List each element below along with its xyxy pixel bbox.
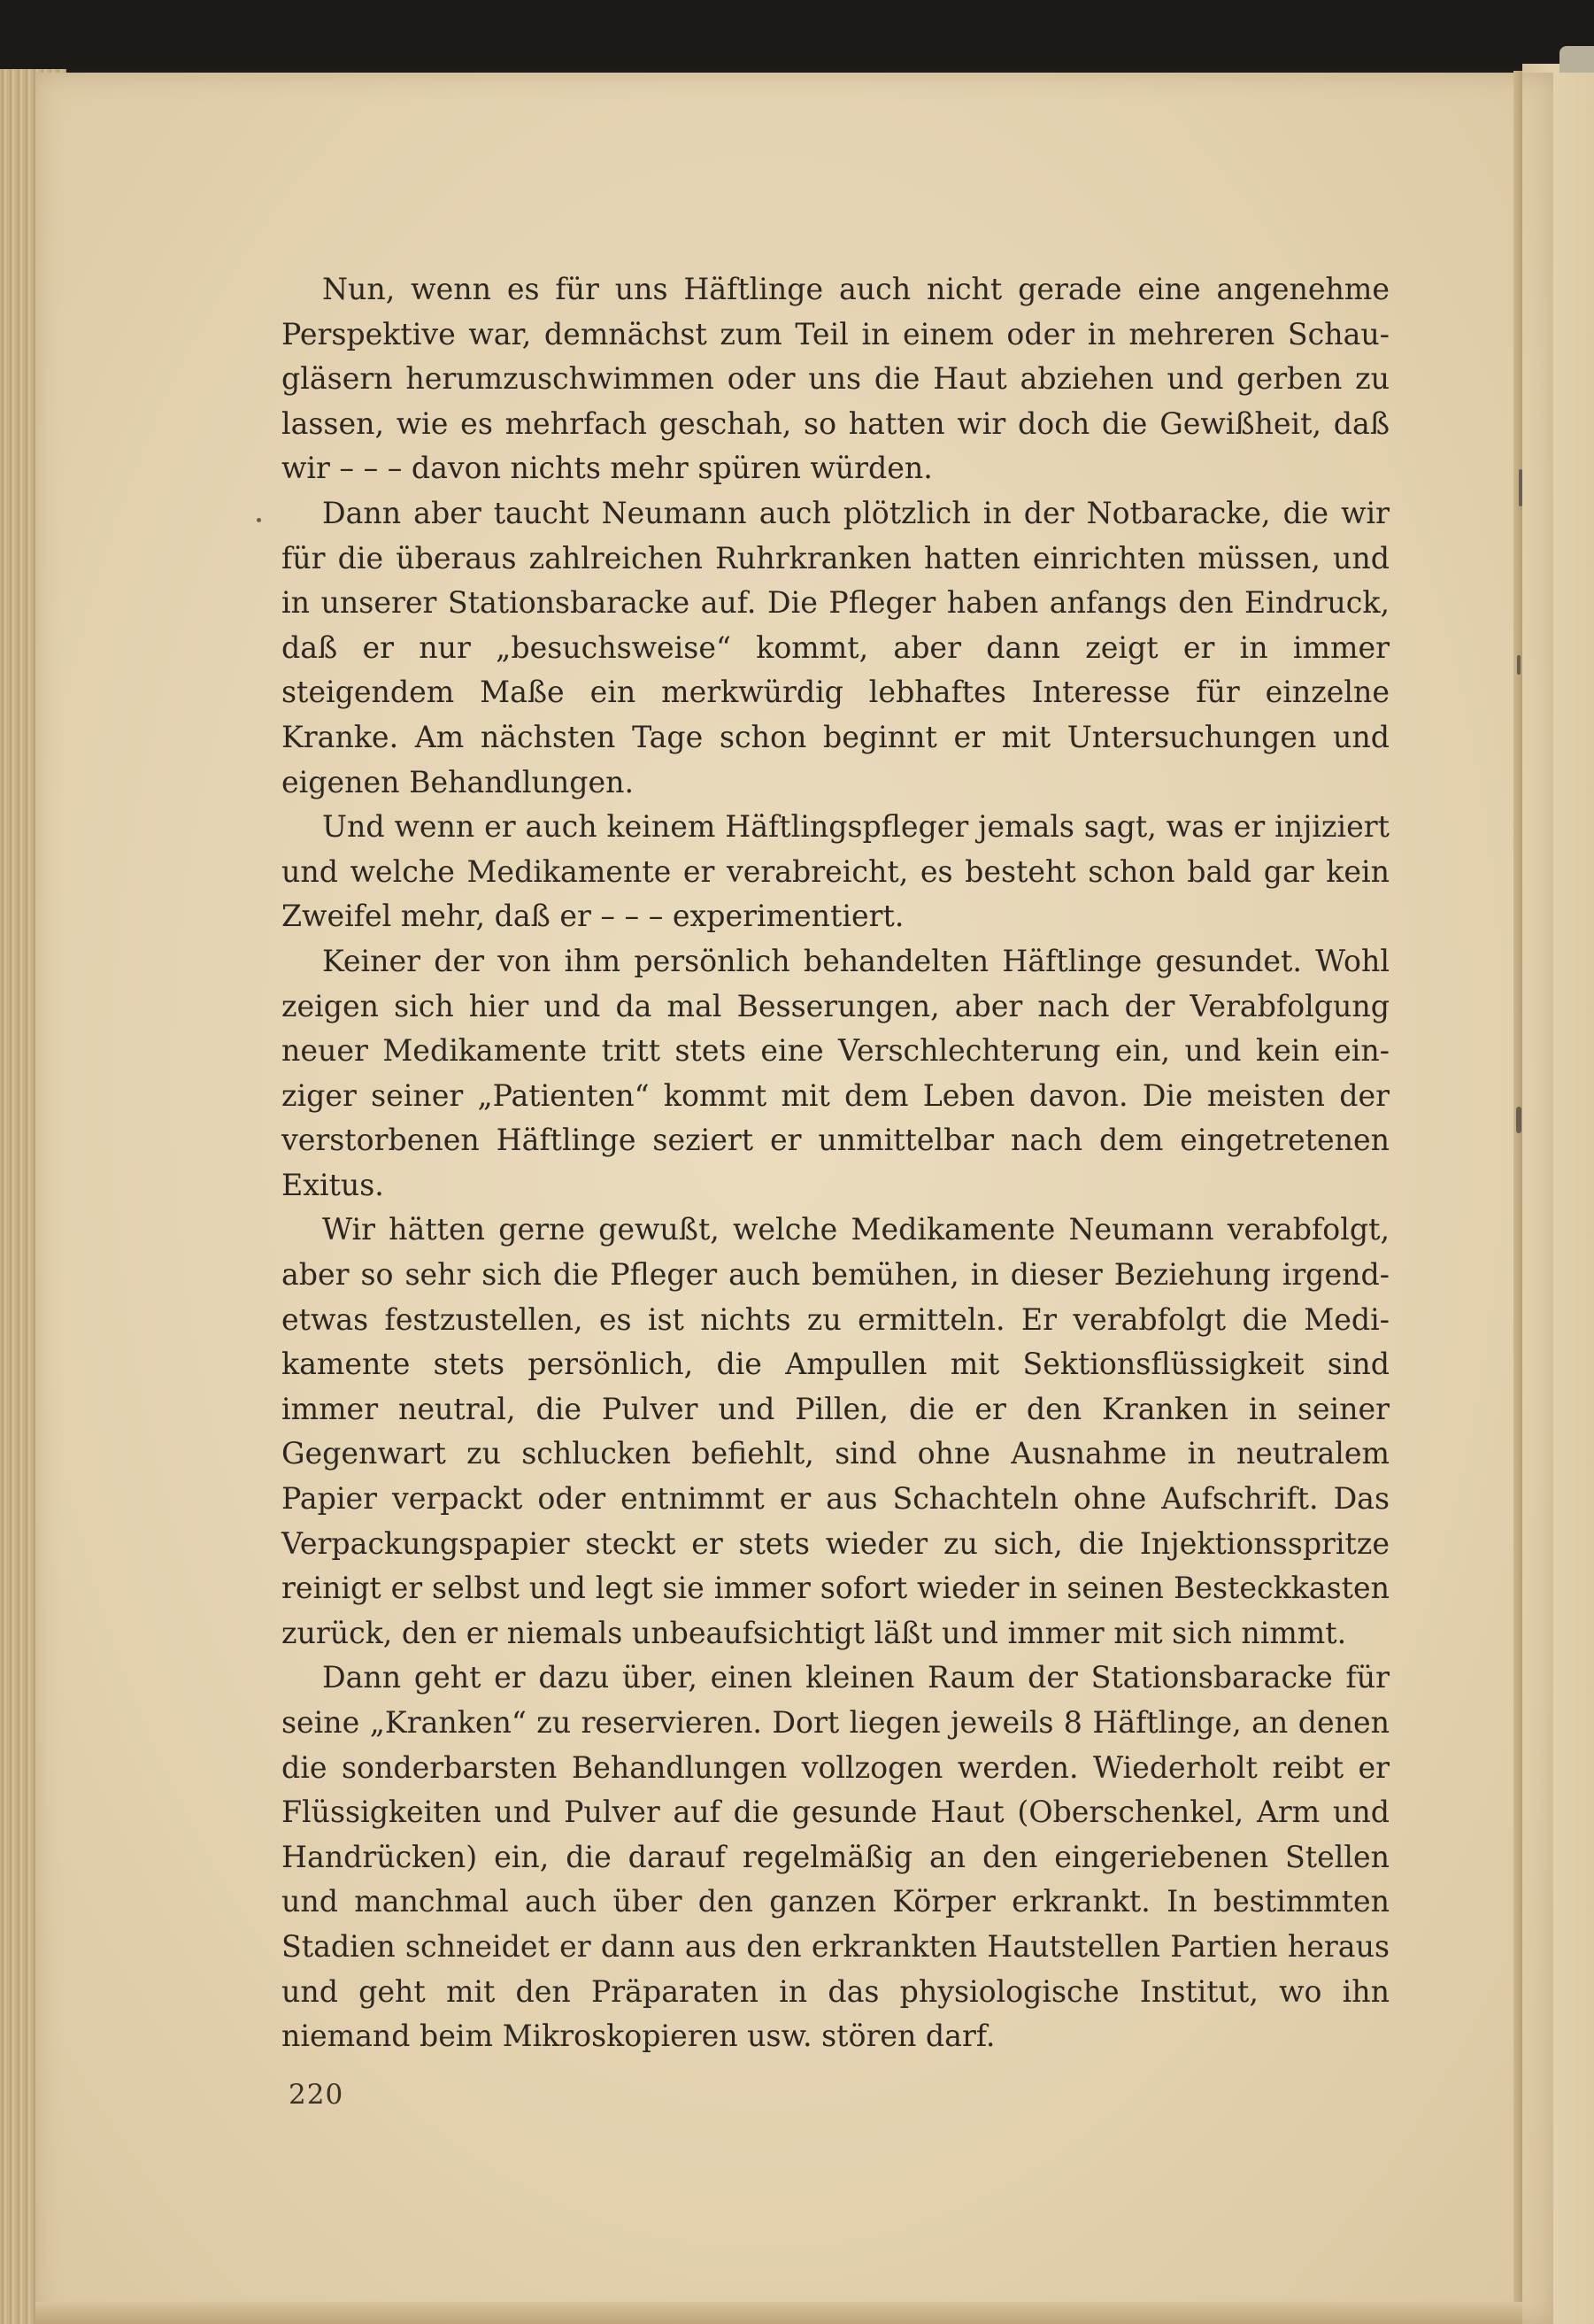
margin-mark	[1517, 655, 1521, 675]
body-text	[281, 267, 1390, 2059]
margin-mark	[1519, 469, 1522, 506]
book-clip	[1559, 46, 1594, 73]
paragraph: Nun, wenn es für uns Häftlinge auch nicht gerade eine angenehme Perspektive war, demnächst zum Teil in einem oder in mehreren Schaugläsern herumzuschwimmen oder uns die Haut abziehen und gerben zu lassen, wie es mehrfach geschah, so hatten wir doch die Gewißheit, daß wir – – – davon nichts mehr spüren würden.	[281, 272, 1390, 486]
bottom-page-edge	[35, 2302, 1522, 2324]
scanner-background	[0, 0, 1594, 69]
paragraph: Keiner der von ihm persönlich behandelten Häftlinge gesundet. Wohl zeigen sich hier und da mal Besserungen, aber nach der Verabfolgung neuer Medikamente tritt stets eine Verschlechterung ein, und kein einziger seiner „Patienten“ kommt mit dem Leben davon. Die meisten der verstorbenen Häftlinge seziert er unmittelbar nach dem eingetretenen Exitus.	[281, 943, 1390, 1202]
paragraph: Und wenn er auch keinem Häftlingspfleger jemals sagt, was er injiziert und welche Medikamente er verabreicht, es besteht schon bald gar kein Zweifel mehr, daß er – – – experimentiert.	[281, 809, 1390, 934]
page-number: 220	[289, 2079, 344, 2111]
paragraph: Dann geht er dazu über, einen kleinen Raum der Stationsbaracke für seine „Kranken“ zu reservieren. Dort liegen jeweils 8 Häftlinge, an denen die sonderbarsten Behandlungen vollzogen werden. Wiederholt reibt er Flüssigkeiten und Pulver auf die gesunde Haut (Oberschenkel, Arm und Handrücken) ein, die darauf regelmäßig an den eingeriebenen Stellen und manchmal auch über den ganzen Körper erkrankt. In bestimmten Stadien schneidet er dann aus den erkrankten Hautstellen Partien heraus und geht mit den Präparaten in das physiologische Institut, wo ihn niemand beim Mikroskopieren usw. stören darf.	[281, 1660, 1390, 2054]
margin-mark	[1516, 1107, 1521, 1133]
margin-mark	[257, 518, 261, 522]
paragraph: Dann aber taucht Neumann auch plötzlich in der Notbaracke, die wir für die überaus zahlreichen Ruhrkranken hatten einrichten müssen, und in unserer Stationsbaracke auf. Die Pfleger haben anfangs den Eindruck, daß er nur „besuchsweise“ kommt, aber dann zeigt er in immer steigendem Maße ein merkwürdig lebhaftes Interesse für einzelne Kranke. Am nächsten Tage schon beginnt er mit Untersuchungen und eigenen Behandlungen.	[281, 495, 1390, 799]
paragraph: Wir hätten gerne gewußt, welche Medikamente Neumann verabfolgt, aber so sehr sich die Pfleger auch bemühen, in dieser Beziehung irgendetwas festzustellen, es ist nichts zu ermitteln. Er verabfolgt die Medikamente stets persönlich, die Ampullen mit Sektionsflüssigkeit sind immer neutral, die Pulver und Pillen, die er den Kranken in seiner Gegenwart zu schlucken befiehlt, sind ohne Ausnahme in neutralem Papier verpackt oder entnimmt er aus Schachteln ohne Aufschrift. Das Verpackungspapier steckt er stets wieder zu sich, die Injektionsspritze reinigt er selbst und legt sie immer sofort wieder in seinen Besteckkasten zurück, den er niemals unbeaufsichtigt läßt und immer mit sich nimmt.	[281, 1212, 1390, 1650]
page-gutter	[1513, 71, 1522, 2324]
